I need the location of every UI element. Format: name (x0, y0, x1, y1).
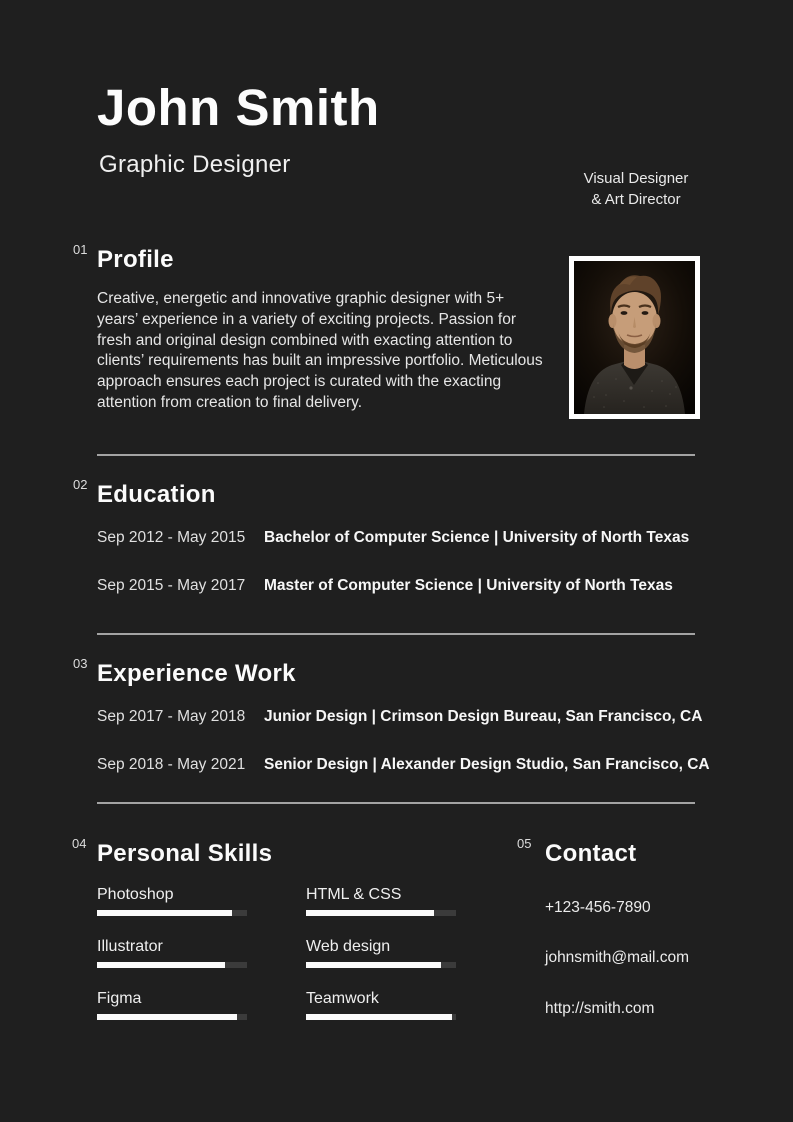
skill-bar-fill (97, 962, 225, 968)
tagline-line1: Visual Designer (583, 170, 689, 187)
skill-bar-track (306, 1014, 456, 1020)
job-title: Graphic Designer (99, 151, 291, 178)
divider (97, 633, 695, 635)
profile-text: Creative, energetic and innovative graphic designer with 5+ years’ experience in a variety of exciting projects. Passion for fresh and original design combined with exacting attention to clients’ requirements has built an impressive portfolio. Meticulous approach ensures each project is curated with the exacting attention from creation to final delivery. (97, 290, 543, 411)
experience-dates: Sep 2018 - May 2021 (97, 756, 246, 773)
section-title-experience: Experience Work (97, 660, 296, 687)
skill-item (306, 990, 456, 1020)
skill-bar-track (306, 962, 456, 968)
skill-item (306, 938, 456, 968)
divider (97, 802, 695, 804)
section-number-experience: 03 (73, 656, 88, 671)
skill-item (97, 938, 247, 968)
skill-label: HTML & CSS (306, 886, 402, 903)
section-title-skills: Personal Skills (97, 840, 273, 867)
skill-label: Web design (306, 938, 391, 955)
skill-bar-track (306, 910, 456, 916)
experience-dates: Sep 2017 - May 2018 (97, 708, 246, 725)
section-title-education: Education (97, 481, 216, 508)
skill-bar-fill (306, 1014, 452, 1020)
tagline-line2: & Art Director (591, 191, 681, 208)
skill-bar-track (97, 962, 247, 968)
skill-item (97, 990, 247, 1020)
experience-row (97, 708, 703, 726)
profile-photo (569, 256, 700, 419)
skill-bar-fill (97, 910, 232, 916)
education-description: Master of Computer Science | University of North Texas (264, 577, 673, 594)
experience-description: Senior Design | Alexander Design Studio, San Francisco, CA (264, 756, 710, 773)
education-dates: Sep 2012 - May 2015 (97, 529, 246, 546)
skill-item (306, 886, 456, 916)
section-title-profile: Profile (97, 246, 174, 273)
education-row (97, 529, 697, 547)
experience-description: Junior Design | Crimson Design Bureau, San Francisco, CA (264, 708, 703, 725)
section-number-education: 02 (73, 477, 88, 492)
divider (97, 454, 695, 456)
section-title-contact: Contact (545, 840, 637, 867)
education-dates: Sep 2015 - May 2017 (97, 577, 246, 594)
skill-item (97, 886, 247, 916)
section-number-contact: 05 (517, 836, 532, 851)
skill-bar-track (97, 910, 247, 916)
education-row (97, 577, 697, 595)
skill-label: Photoshop (97, 886, 174, 903)
skill-label: Teamwork (306, 990, 379, 1007)
education-description: Bachelor of Computer Science | University of North Texas (264, 529, 690, 546)
contact-email: johnsmith@mail.com (545, 949, 690, 966)
page-title: John Smith (97, 79, 380, 136)
contact-phone: +123-456-7890 (545, 899, 651, 916)
skill-label: Figma (97, 990, 142, 1007)
skill-bar-fill (97, 1014, 237, 1020)
contact-website: http://smith.com (545, 1000, 655, 1017)
section-number-profile: 01 (73, 242, 88, 257)
skill-label: Illustrator (97, 938, 163, 955)
skill-bar-fill (306, 962, 441, 968)
skill-bar-track (97, 1014, 247, 1020)
tagline (575, 168, 697, 210)
portrait-illustration (574, 261, 695, 414)
skill-bar-fill (306, 910, 434, 916)
experience-row (97, 756, 710, 774)
section-number-skills: 04 (72, 836, 87, 851)
